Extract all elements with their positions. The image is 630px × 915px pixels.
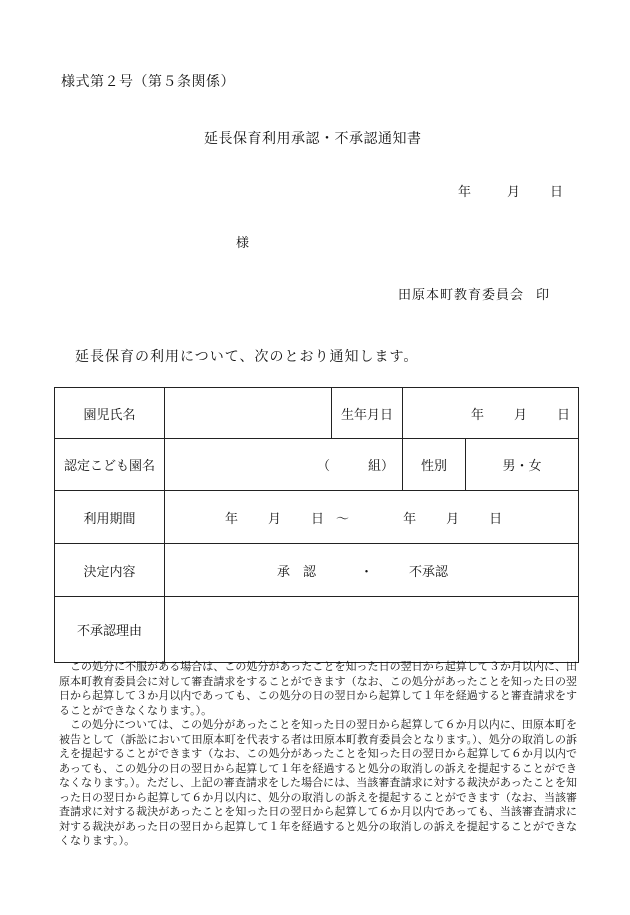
decision-reject: 不承認 — [409, 564, 449, 580]
lead-text: 延長保育の利用について、次のとおり通知します。 — [75, 349, 419, 365]
period-value: 年 月 日 ～ 年 月 日 — [165, 491, 579, 544]
table-row-child-name — [55, 388, 579, 439]
child-name-label: 園児氏名 — [55, 388, 165, 439]
notice-paragraph-1: この処分に不服がある場合は、この処分があったことを知った日の翌日から起算して３か月以内に、田原本町教育委員会に対して審査請求をすることができます（なお、この処分があったことを知った日の翌日から起算して３か月以内であっても、この処分の日の翌日から起算して１年を経過すると審査請求をすることができなくなります。）。 — [59, 660, 577, 717]
addressee-suffix: 様 — [236, 236, 250, 251]
table-row-period — [55, 491, 579, 544]
issue-date-year: 年 — [458, 185, 472, 200]
appeal-notice — [59, 660, 577, 849]
notice-paragraph-2: この処分については、この処分があったことを知った日の翌日から起算して６か月以内に、田原本町を被告として（訴訟において田原本町を代表する者は田原本町教育委員会となります。）、処分の取消しの訴えを提起することができます（なお、この処分があったことを知った日の翌日から起算して６か月以内であっても、この処分の日の翌日から起算して１年を経過すると処分の取消しの訴えを提起することができなくなります。）。ただし、上記の審査請求をした場合には、当該審査請求に対する裁決があったことを知った日の翌日から起算して６か月以内に、処分の取消しの訴えを提起することができます（なお、当該審査請求に対する裁決があったことを知った日の翌日から起算して６か月以内であっても、当該審査請求に対する裁決があった日の翌日から起算して１年を経過すると処分の取消しの訴えを提起することができなくなります。）。 — [59, 718, 577, 847]
birth-date-value: 年 月 日 — [403, 388, 579, 439]
decision-value: 承 認 ・ 不承認 — [165, 544, 579, 597]
issuer-name: 田原本町教育委員会 — [398, 288, 525, 303]
birth-date-label: 生年月日 — [332, 388, 403, 439]
table-row-facility — [55, 439, 579, 491]
gender-label: 性別 — [403, 439, 466, 491]
facility-label: 認定こども園名 — [55, 439, 165, 491]
issuer-line — [398, 284, 550, 303]
reject-reason-label: 不承認理由 — [55, 597, 165, 663]
issue-date-day: 日 — [550, 185, 564, 200]
seal-mark: 印 — [536, 288, 551, 303]
reject-reason-value — [165, 597, 579, 663]
gender-value: 男・女 — [466, 439, 579, 491]
period-label: 利用期間 — [55, 491, 165, 544]
document-title: 延長保育利用承認・不承認通知書 — [204, 131, 422, 147]
table-row-reason — [55, 597, 579, 663]
issue-date — [458, 181, 563, 200]
child-name-value — [165, 388, 332, 439]
facility-value: （ 組） — [165, 439, 403, 491]
application-table — [54, 387, 579, 663]
table-row-decision — [55, 544, 579, 597]
decision-label: 決定内容 — [55, 544, 165, 597]
decision-approve: 承 認 — [277, 564, 317, 580]
form-number: 様式第２号（第５条関係） — [61, 74, 235, 90]
issue-date-month: 月 — [507, 185, 521, 200]
